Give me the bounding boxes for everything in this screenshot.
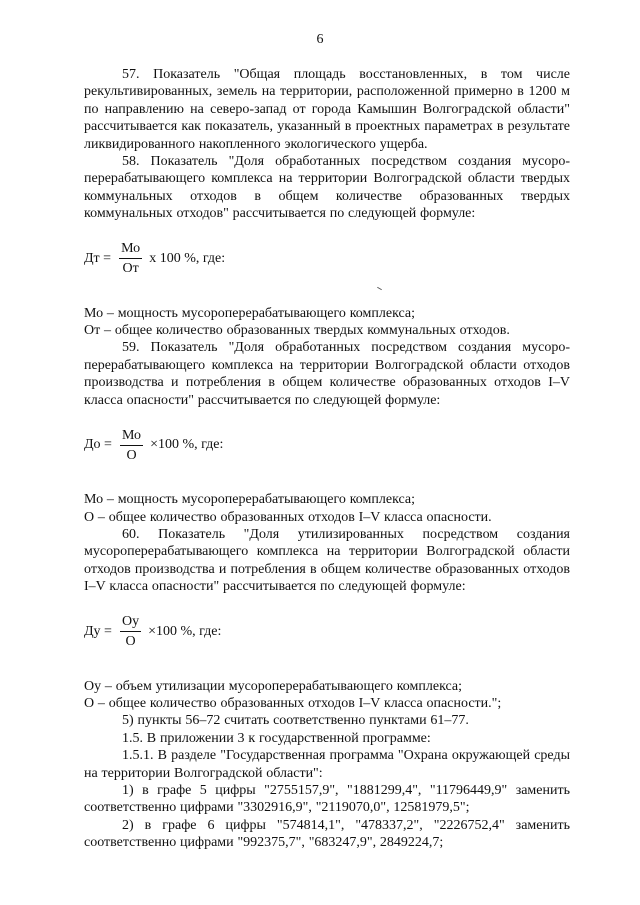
subitem-1: 1) в графе 5 цифры "2755157,9", "1881299,4", "11796449,9" заменить соответственно цифрами "3302916,9", "2119070,0", 12581979,5"; (84, 782, 570, 816)
formula-dt (84, 237, 570, 281)
item-1-5: 1.5. В приложении 3 к государственной программе: (122, 730, 431, 746)
formula-tail: ×100 %, где: (148, 623, 222, 639)
definition-o: О – общее количество образованных отходов I–V класса опасности. (84, 509, 492, 525)
fraction-denominator: От (122, 261, 139, 277)
formula-do (84, 423, 570, 467)
page-number: 6 (316, 32, 324, 47)
formula-lhs: Дт = (84, 250, 112, 266)
formula-fraction (120, 427, 143, 464)
document-body (84, 66, 570, 852)
formula-fraction (119, 240, 142, 277)
formula-fraction (120, 613, 141, 650)
definition-ot: От – общее количество образованных твердых коммунальных отходов. (84, 323, 510, 339)
definition-mo: Мо – мощность мусороперерабатывающего комплекса; (84, 492, 416, 508)
definition-mo: Мо – мощность мусороперерабатывающего комплекса; (84, 305, 416, 321)
paragraph-59: 59. Показатель "Доля обработанных посредством создания мусоро-перерабатывающего комплекса на территории Волгоградской области отходов производства и потребления в общем количестве образованных отходов I–V класса опасности" рассчитывается по следующей формуле: (84, 340, 570, 408)
paragraph-60: 60. Показатель "Доля утилизированных посредством создания мусороперерабатывающего комплекса на территории Волгоградской области отходов производства и потребления в общем количестве образованных отходов I–V класса опасности" рассчитывается по следующей формуле: (84, 526, 570, 595)
formula-tail: x 100 %, где: (149, 250, 226, 266)
subitem-2: 2) в графе 6 цифры "574814,1", "478337,2", "2226752,4" заменить соответственно цифрами "992375,7", "683247,9", 2849224,7; (84, 817, 570, 851)
definition-oy: Оу – объем утилизации мусороперерабатывающего комплекса; (84, 678, 463, 694)
formula-lhs: До = (84, 437, 112, 453)
formula-lhs: Ду = (84, 623, 112, 639)
item-5: 5) пункты 56–72 считать соответственно пунктами 61–77. (122, 713, 469, 729)
fraction-denominator: О (126, 447, 137, 463)
fraction-numerator: Мо (120, 427, 143, 446)
definition-o: О – общее количество образованных отходов I–V класса опасности."; (84, 695, 502, 711)
paragraph-57: 57. Показатель "Общая площадь восстановленных, в том числе рекультивированных, земель на территории, расположенной примерно в 1200 м по направлению на северо-запад от города Камышин Волгоградской области" рассчитывается как показатель, указанный в проектных параметрах в результате ликвидированного накопленного экологического ущерба. (84, 67, 570, 152)
item-1-5-1: 1.5.1. В разделе "Государственная программа "Охрана окружающей среды на территории Волгоградской области": (84, 748, 570, 781)
fraction-numerator: Мо (119, 240, 142, 259)
fraction-numerator: Оу (120, 613, 141, 632)
formula-du (84, 610, 570, 654)
paragraph-58: 58. Показатель "Доля обработанных посредством создания мусоро-перерабатывающего комплекса на территории Волгоградской области твердых коммунальных отходов в общем количестве образованных твердых коммунальных отходов" рассчитывается по следующей формуле: (84, 154, 570, 222)
fraction-denominator: О (125, 634, 136, 650)
formula-tail: ×100 %, где: (150, 437, 224, 453)
